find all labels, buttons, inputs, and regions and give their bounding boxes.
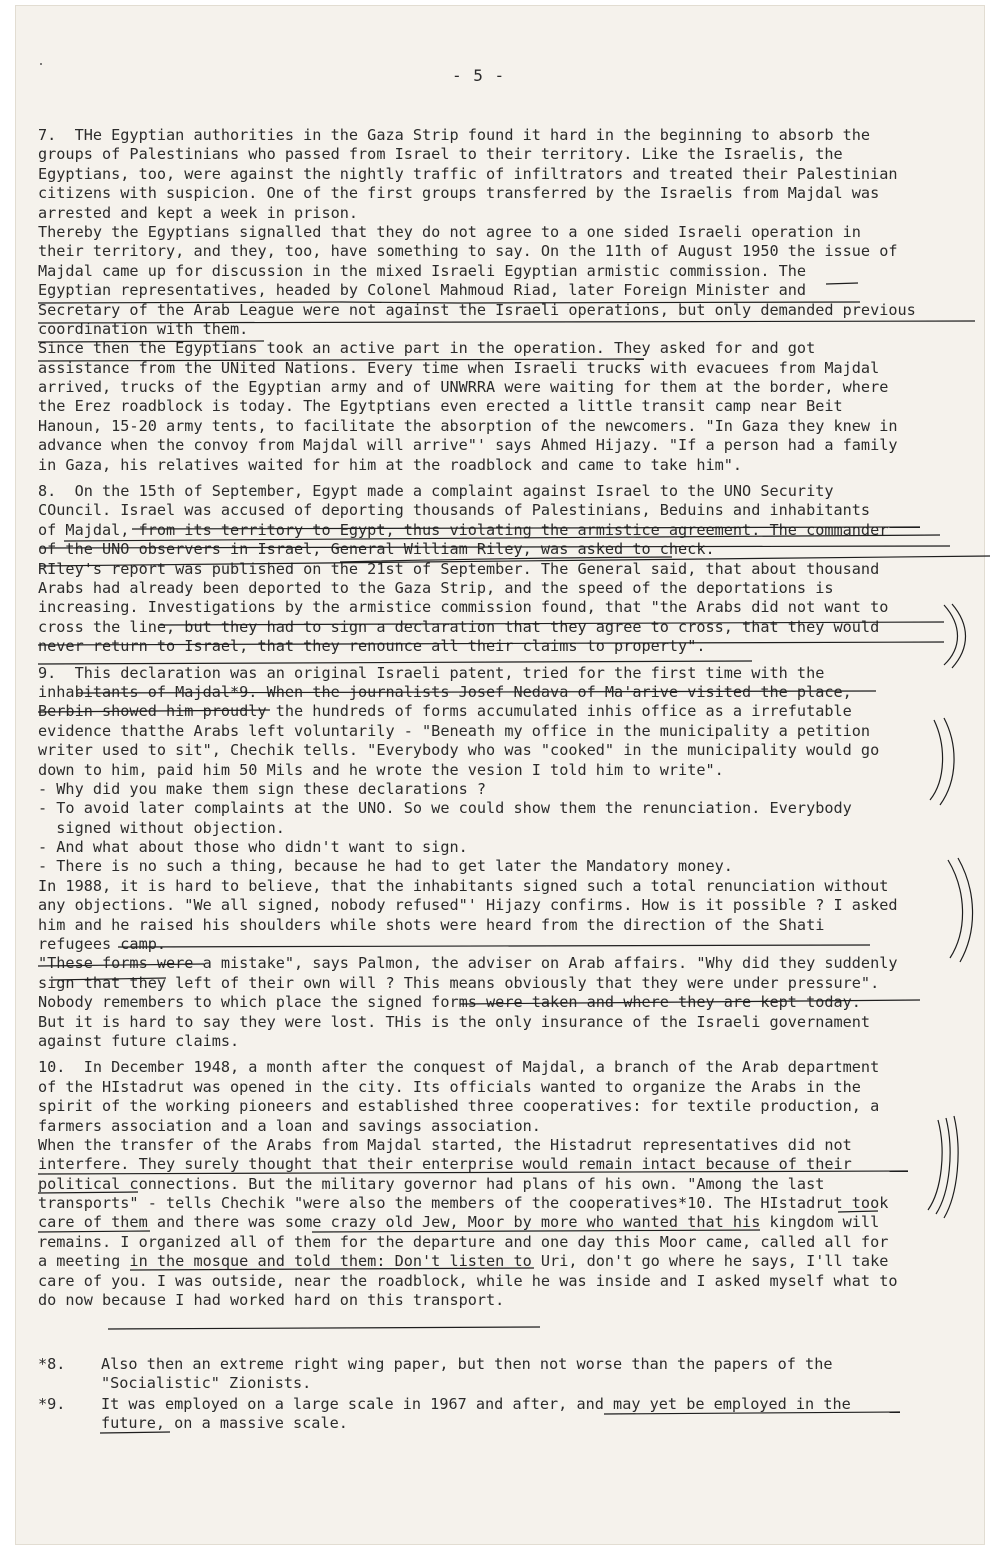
footnote-line: future, on a massive scale. xyxy=(101,1414,348,1433)
text-line: Nobody remembers to which place the signed forms were taken and where they are kept today. xyxy=(38,993,861,1012)
text-line: Arabs had already been deported to the Gaza Strip, and the speed of the deportations is xyxy=(38,578,834,597)
text-line: Hanoun, 15-20 army tents, to facilitate the absorption of the newcomers. "In Gaza they knew in xyxy=(38,416,898,435)
text-line: evidence thatthe Arabs left voluntarily - "Beneath my office in the municipality a petition xyxy=(38,721,871,740)
paper-speck xyxy=(40,63,42,65)
text-line: inhabitants of Majdal*9. When the journalists Josef Nedava of Ma'arive visited the place, xyxy=(38,682,852,701)
paragraph-8 xyxy=(38,482,978,657)
text-line: the Erez roadblock is today. The Egytptians even erected a little transit camp near Beit xyxy=(38,397,843,416)
text-line: him and he raised his shoulders while shots were heard from the direction of the Shati xyxy=(38,915,825,934)
paragraph-10 xyxy=(38,1058,978,1310)
text-line: Egyptian representatives, headed by Colonel Mahmoud Riad, later Foreign Minister and xyxy=(38,281,807,300)
text-line: in Gaza, his relatives waited for him at the roadblock and came to take him". xyxy=(38,455,743,474)
text-line: Majdal came up for discussion in the mixed Israeli Egyptian armistic commission. The xyxy=(38,261,807,280)
text-line: care of them and there was some crazy old Jew, Moor by more who wanted that his kingdom will xyxy=(38,1213,880,1232)
text-line: refugees camp. xyxy=(38,935,167,954)
text-line: Secretary of the Arab League were not against the Israeli operations, but only demanded previous xyxy=(38,300,916,319)
paragraph-7 xyxy=(38,126,978,475)
text-line: advance when the convoy from Majdal will arrive"' says Ahmed Hijazy. "If a person had a family xyxy=(38,436,898,455)
text-line: arrived, trucks of the Egyptian army and of UNWRRA were waiting for them at the border, where xyxy=(38,378,889,397)
text-line: coordination with them. xyxy=(38,319,249,338)
text-line: - To avoid later complaints at the UNO. So we could show them the renunciation. Everybody xyxy=(38,799,852,818)
text-line: of the UNO observers in Israel, General William Riley, was asked to check. xyxy=(38,540,715,559)
text-line: "These forms were a mistake", says Palmon, the adviser on Arab affairs. "Why did they suddenly xyxy=(38,954,898,973)
text-line: arrested and kept a week in prison. xyxy=(38,203,359,222)
text-line: - There is no such a thing, because he had to get later the Mandatory money. xyxy=(38,857,733,876)
text-line: 10. In December 1948, a month after the conquest of Majdal, a branch of the Arab department xyxy=(38,1058,880,1077)
text-line: assistance from the UNited Nations. Every time when Israeli trucks with evacuees from Majdal xyxy=(38,358,880,377)
text-line: farmers association and a loan and savings association. xyxy=(38,1116,541,1135)
text-line: 7. THe Egyptian authorities in the Gaza Strip found it hard in the beginning to absorb the xyxy=(38,126,871,144)
text-line: Berbin showed him proudly the hundreds of forms accumulated inhis office as a irrefutable xyxy=(38,702,852,721)
text-line: increasing. Investigations by the armistice commission found, that "the Arabs did not want to xyxy=(38,598,889,617)
text-line: remains. I organized all of them for the departure and one day this Moor came, called all for xyxy=(38,1232,889,1251)
text-line: care of you. I was outside, near the roadblock, while he was inside and I asked myself what to xyxy=(38,1271,898,1290)
text-line: cross the line, but they had to sign a declaration that they agree to cross, that they would xyxy=(38,617,880,636)
text-line: RIley's report was published on the 21st of September. The General said, that about thousand xyxy=(38,559,880,578)
text-line: Thereby the Egyptians signalled that they do not agree to a one sided Israeli operation in xyxy=(38,222,861,241)
text-line: - Why did you make them sign these declarations ? xyxy=(38,779,487,798)
footnote-line: It was employed on a large scale in 1967 and after, and may yet be employed in the xyxy=(101,1395,851,1413)
text-line: down to him, paid him 50 Mils and he wrote the vesion I told him to write". xyxy=(38,760,724,779)
text-line: their territory, and they, too, have something to say. On the 11th of August 1950 the issue of xyxy=(38,242,898,261)
text-line: any objections. "We all signed, nobody refused"' Hijazy confirms. How is it possible ? I asked xyxy=(38,896,898,915)
page-number: - 5 - xyxy=(452,66,506,85)
text-line: against future claims. xyxy=(38,1031,240,1050)
text-line: spirit of the working pioneers and established three cooperatives: for textile production, a xyxy=(38,1097,880,1116)
footnote-line: Also then an extreme right wing paper, but then not worse than the papers of the xyxy=(101,1355,833,1373)
footnote-mark: *8. xyxy=(38,1355,66,1373)
text-line: Since then the Egyptians took an active part in the operation. They asked for and got xyxy=(38,339,816,358)
paragraph-9 xyxy=(38,664,978,1052)
text-line: never return to Israel, that they renounce all their claims to property". xyxy=(38,637,706,656)
body-text xyxy=(38,126,978,1310)
text-line: 9. This declaration was an original Israeli patent, tried for the first time with the xyxy=(38,663,825,682)
text-line: writer used to sit", Chechik tells. "Everybody who was "cooked" in the municipality would go xyxy=(38,741,880,760)
text-line: political connections. But the military governor had plans of his own. "Among the last xyxy=(38,1174,825,1193)
text-line: do now because I had worked hard on this transport. xyxy=(38,1291,505,1310)
text-line: interfere. They surely thought that their enterprise would remain intact because of their xyxy=(38,1155,852,1174)
text-line: When the transfer of the Arabs from Majdal started, the Histadrut representatives did not xyxy=(38,1135,852,1154)
text-line: 8. On the 15th of September, Egypt made a complaint against Israel to the UNO Security xyxy=(38,482,834,501)
text-line: signed without objection. xyxy=(38,818,285,837)
text-line: Egyptians, too, were against the nightly traffic of infiltrators and treated their Palestinian xyxy=(38,164,898,183)
text-line: of the HIstadrut was opened in the city. Its officials wanted to organize the Arabs in the xyxy=(38,1077,861,1096)
text-line: In 1988, it is hard to believe, that the inhabitants signed such a total renunciation without xyxy=(38,876,889,895)
text-line: - And what about those who didn't want to sign. xyxy=(38,838,468,857)
text-line: groups of Palestinians who passed from Israel to their territory. Like the Israelis, the xyxy=(38,145,843,164)
footnote-mark: *9. xyxy=(38,1395,66,1413)
text-line: sign that they left of their own will ? This means obviously that they were under pressure". xyxy=(38,973,880,992)
text-line: of Majdal, from its territory to Egypt, thus violating the armistice agreement. The commander xyxy=(38,520,889,539)
text-line: COuncil. Israel was accused of deporting thousands of Palestinians, Beduins and inhabitants xyxy=(38,501,871,520)
footnote-line: "Socialistic" Zionists. xyxy=(101,1374,312,1393)
text-line: a meeting in the mosque and told them: Don't listen to Uri, don't go where he says, I'll take xyxy=(38,1252,889,1271)
text-line: citizens with suspicion. One of the first groups transferred by the Israelis from Majdal was xyxy=(38,184,880,203)
text-line: transports" - tells Chechik "were also the members of the cooperatives*10. The HIstadrut took xyxy=(38,1194,889,1213)
text-line: But it is hard to say they were lost. THis is the only insurance of the Israeli governament xyxy=(38,1012,871,1031)
